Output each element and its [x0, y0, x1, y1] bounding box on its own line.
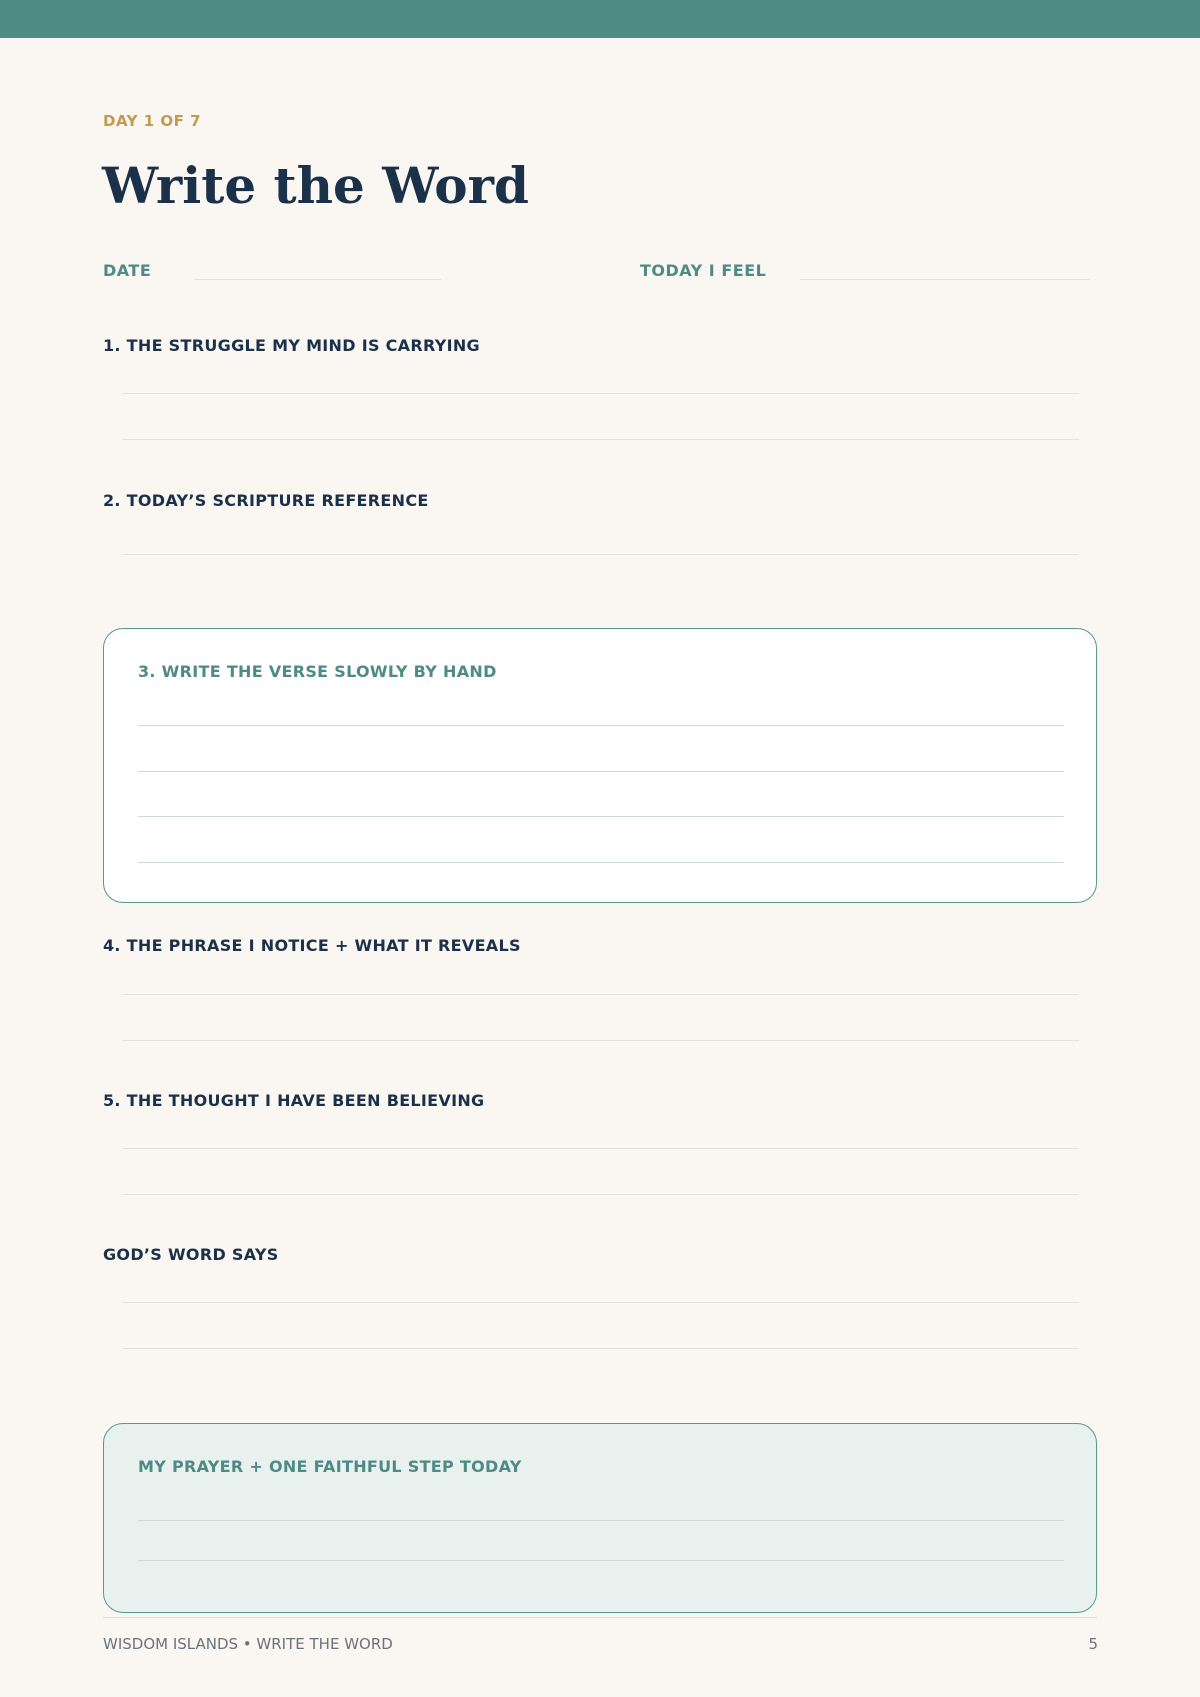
write-line[interactable] — [138, 816, 1064, 817]
footer-title: WISDOM ISLANDS • WRITE THE WORD — [103, 1635, 393, 1653]
section-heading-thought: 5. THE THOUGHT I HAVE BEEN BELIEVING — [103, 1091, 485, 1110]
date-label: DATE — [103, 261, 152, 280]
write-line[interactable] — [138, 771, 1064, 772]
section-heading-phrase: 4. THE PHRASE I NOTICE + WHAT IT REVEALS — [103, 936, 521, 955]
write-line[interactable] — [123, 554, 1079, 555]
day-counter: DAY 1 OF 7 — [103, 112, 202, 130]
write-line[interactable] — [123, 994, 1079, 995]
write-line[interactable] — [123, 393, 1079, 394]
section-heading-gods-word: GOD’S WORD SAYS — [103, 1245, 279, 1264]
write-line[interactable] — [138, 725, 1064, 726]
section-heading-struggle: 1. THE STRUGGLE MY MIND IS CARRYING — [103, 336, 480, 355]
date-write-line[interactable] — [195, 279, 441, 280]
write-line[interactable] — [138, 862, 1064, 863]
page-number: 5 — [1088, 1635, 1098, 1653]
write-line[interactable] — [123, 1302, 1079, 1303]
write-line[interactable] — [138, 1560, 1064, 1561]
section-heading-prayer: MY PRAYER + ONE FAITHFUL STEP TODAY — [138, 1457, 522, 1476]
feel-label: TODAY I FEEL — [640, 261, 767, 280]
section-heading-write-verse: 3. WRITE THE VERSE SLOWLY BY HAND — [138, 662, 497, 681]
write-line[interactable] — [123, 1348, 1079, 1349]
page-title: Write the Word — [102, 156, 529, 215]
write-line[interactable] — [123, 1040, 1079, 1041]
write-line[interactable] — [123, 439, 1079, 440]
footer-divider — [103, 1617, 1097, 1618]
section-heading-scripture-reference: 2. TODAY’S SCRIPTURE REFERENCE — [103, 491, 429, 510]
prayer-box — [103, 1423, 1097, 1613]
write-line[interactable] — [123, 1148, 1079, 1149]
write-line[interactable] — [138, 1520, 1064, 1521]
feel-write-line[interactable] — [800, 279, 1090, 280]
write-line[interactable] — [123, 1194, 1079, 1195]
verse-writing-box — [103, 628, 1097, 903]
top-color-band — [0, 0, 1200, 38]
